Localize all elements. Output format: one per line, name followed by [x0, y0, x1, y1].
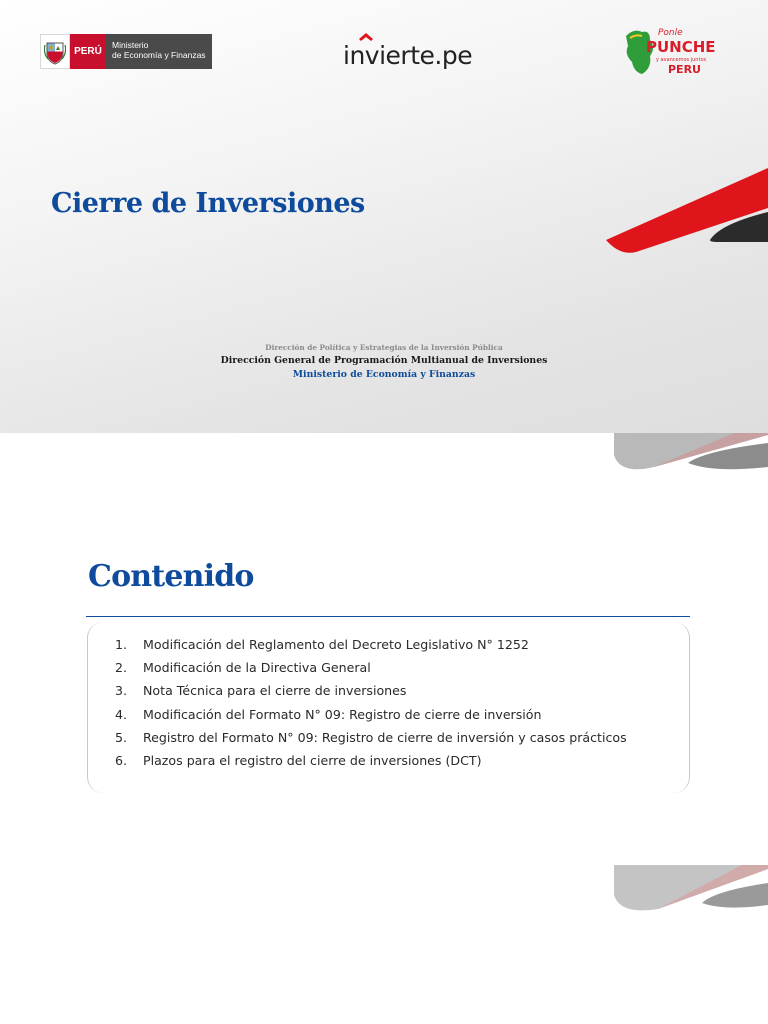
title-divider [86, 616, 690, 617]
invierte-wordmark: invierte.pe [343, 41, 473, 70]
invierte-logo [342, 31, 482, 75]
item-text: Modificación del Reglamento del Decreto Legislativo N° 1252 [143, 637, 529, 652]
title-slide [0, 0, 768, 433]
item-number: 6. [115, 752, 128, 768]
contents-item [115, 707, 627, 730]
contents-slide [0, 433, 768, 1024]
peru-coat-of-arms-icon [40, 34, 70, 69]
credit-ministry: Ministerio de Economía y Finanzas [292, 369, 476, 380]
item-text: Modificación del Formato N° 09: Registro de cierre de inversión [143, 706, 542, 722]
item-number: 1. [115, 637, 128, 652]
contents-item [115, 660, 627, 683]
item-text: Plazos para el registro del cierre de inversiones (DCT) [143, 752, 482, 768]
slide-title: Cierre de Inversiones [51, 188, 365, 219]
punche-line-2: PUNCHE [646, 38, 716, 56]
ponle-punche-logo [616, 18, 720, 88]
item-number: 3. [115, 683, 128, 699]
item-text: Registro del Formato N° 09: Registro de cierre de inversión y casos prácticos [143, 729, 627, 745]
peru-label: PERÚ [70, 34, 106, 69]
contents-list [115, 637, 627, 776]
contents-item [115, 683, 627, 706]
punche-line-4: PERU [668, 63, 701, 76]
contents-title: Contenido [88, 559, 254, 594]
credit-direction: Dirección de Política y Estrategias de la Inversión Pública [265, 343, 503, 352]
decorative-stripes-bottom [614, 865, 768, 913]
decorative-stripes [600, 160, 768, 260]
item-number: 2. [115, 660, 128, 676]
contents-item [115, 753, 627, 776]
mef-logo [40, 34, 212, 69]
item-number: 4. [115, 706, 128, 722]
invierte-arrow-icon [359, 33, 373, 41]
item-number: 5. [115, 729, 128, 745]
contents-item [115, 730, 627, 753]
item-text: Nota Técnica para el cierre de inversiones [143, 683, 407, 699]
item-text: Modificación de la Directiva General [143, 660, 371, 676]
credit-directorate-general: Dirección General de Programación Multianual de Inversiones [220, 355, 548, 366]
ministry-line-1: Ministerio [112, 40, 149, 50]
decorative-stripes-top [614, 433, 768, 473]
ministry-label [106, 34, 212, 69]
contents-item [115, 637, 627, 660]
punche-line-3: y avancemos juntos [656, 57, 707, 63]
punche-line-1: Ponle [658, 28, 683, 38]
ministry-line-2: de Economía y Finanzas [112, 50, 206, 60]
